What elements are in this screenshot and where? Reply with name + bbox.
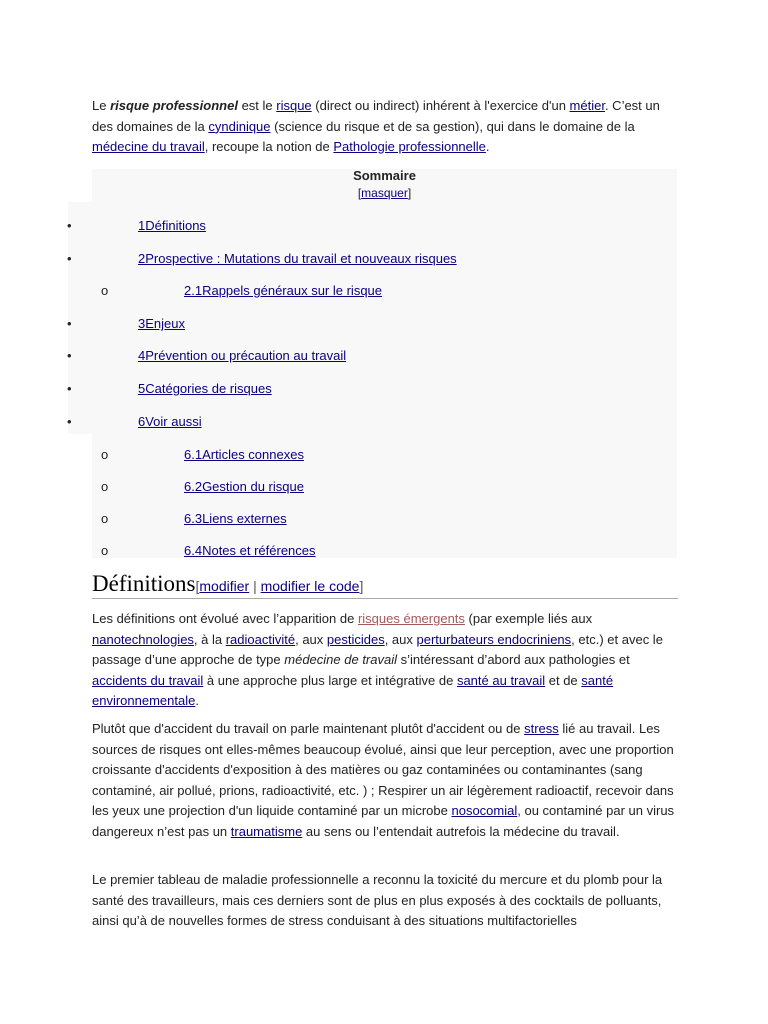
paragraph-text: , aux <box>295 631 327 647</box>
toc-item-prospective[interactable]: 2Prospective : Mutations du travail et nouveaux risques <box>138 251 457 266</box>
link-radioactivite[interactable]: radioactivité <box>225 631 296 647</box>
link-accidents-du-travail[interactable]: accidents du travail <box>92 672 204 688</box>
toc-item-gestion-du-risque[interactable]: 6.2Gestion du risque <box>184 479 304 494</box>
bracket: ] <box>359 578 364 594</box>
link-nosocomial[interactable]: nosocomial <box>451 803 518 818</box>
toc-hide-link[interactable]: masquer <box>361 186 408 200</box>
toc-item-enjeux[interactable]: 3Enjeux <box>138 316 185 331</box>
toc-item-rappels[interactable]: 2.1Rappels généraux sur le risque <box>184 283 383 298</box>
toc-item-prevention[interactable]: 4Prévention ou précaution au travail <box>138 348 347 363</box>
toc-item-voir-aussi[interactable]: 6Voir aussi <box>138 414 202 429</box>
emphasis-text: médecine de travail <box>284 652 397 667</box>
toc-bullet: • <box>67 251 72 266</box>
toc-item-liens-externes[interactable]: 6.3Liens externes <box>184 511 287 526</box>
section-title: Définitions <box>92 571 196 596</box>
toc-item-articles-connexes[interactable]: 6.1Articles connexes <box>184 447 304 462</box>
paragraph-text: au sens ou l’entendait autrefois la médecine du travail. <box>302 823 620 839</box>
toc-item-definitions[interactable]: 1Définitions <box>138 218 206 233</box>
link-nanotechnologies[interactable]: nanotechnologies <box>92 631 194 647</box>
toc-sub-bullet: o <box>101 543 109 558</box>
toc-bullet: • <box>67 218 72 233</box>
link-perturbateurs-endocriniens[interactable]: perturbateurs endocriniens <box>416 631 572 647</box>
link-sante-au-travail[interactable]: santé au travail <box>456 672 546 688</box>
toc-item-notes-et-references[interactable]: 6.4Notes et références <box>184 543 316 558</box>
link-sante-environnementale[interactable]: santé environnementale <box>92 672 614 708</box>
toc-sub-bullet: o <box>101 447 109 462</box>
definitions-paragraph-3 <box>92 870 682 932</box>
toc-bullet: • <box>67 316 72 331</box>
link-metier[interactable]: métier <box>569 98 605 113</box>
paragraph-text: lié au travail. Les sources de risques ont elles-mêmes beaucoup évolué, ainsi que leur perception, avec une proportion croissante d'accidents d'exposition à des matières ou gaz contaminées ou contaminantes (sang contaminé, air pollué, prions, radioactivité, etc. ) ; Respirer un air légèrement radioactif, recevoir dans les yeux une projection d'un liquide contaminé par un microbe <box>92 721 674 818</box>
paragraph-text: s’intéressant d’abord aux pathologies et <box>397 652 630 667</box>
paragraph-text: Plutôt que d'accident du travail on parle maintenant plutôt d'accident ou de <box>92 721 525 736</box>
bracket: [ <box>195 578 200 594</box>
intro-text: . <box>485 139 490 154</box>
paragraph-text: , etc.) et avec le passage d’une approche de type <box>92 631 663 667</box>
intro-text: (direct ou indirect) inhérent à l'exercice d'un <box>311 98 570 113</box>
paragraph-text: , aux <box>384 631 417 647</box>
paragraph-text: Les définitions ont évolué avec l’apparition de <box>92 611 358 626</box>
intro-text: , recoupe la notion de <box>204 139 334 154</box>
toc-item-categories[interactable]: 5Catégories de risques <box>138 381 272 396</box>
paragraph-text: à une approche plus large et intégrative de <box>203 672 457 688</box>
toc-sub-bullet: o <box>101 511 109 526</box>
intro-text: . C’est un des domaines de la <box>92 98 660 134</box>
toc-bullet: • <box>67 381 72 396</box>
toc-sub-bullet: o <box>101 283 109 298</box>
intro-text: Le <box>92 98 111 113</box>
intro-text: est le <box>237 98 277 113</box>
edit-source-link[interactable]: modifier le code <box>260 578 360 594</box>
toc-side-strip <box>68 202 98 434</box>
definitions-paragraph-2 <box>92 719 682 842</box>
link-stress[interactable]: stress <box>524 721 559 736</box>
separator: | <box>249 578 261 594</box>
paragraph-text: . <box>195 693 199 708</box>
paragraph-text: (par exemple liés aux <box>464 611 593 626</box>
bracket: ] <box>407 186 412 200</box>
link-cyndinique[interactable]: cyndinique <box>208 118 271 134</box>
edit-link[interactable]: modifier <box>199 578 250 594</box>
link-traumatisme[interactable]: traumatisme <box>230 823 303 839</box>
toc-bullet: • <box>67 348 72 363</box>
toc-hide-control <box>92 186 677 200</box>
toc-title: Sommaire <box>353 168 416 183</box>
definitions-paragraph-1 <box>92 609 682 712</box>
toc-sub-bullet: o <box>101 479 109 494</box>
edit-section-links <box>196 578 364 594</box>
link-risques-emergents[interactable]: risques émergents <box>357 611 465 626</box>
intro-term: risque professionnel <box>110 98 238 113</box>
link-pesticides[interactable]: pesticides <box>326 631 385 647</box>
link-risque[interactable]: risque <box>276 98 312 113</box>
bracket: [ <box>357 186 362 200</box>
section-heading-definitions <box>92 571 678 599</box>
intro-paragraph <box>92 96 682 158</box>
paragraph-text: , à la <box>193 631 226 647</box>
paragraph-text: , ou contaminé par un virus dangereux n’est pas un <box>92 803 675 839</box>
link-pathologie-professionnelle[interactable]: Pathologie professionnelle <box>333 139 486 154</box>
paragraph-text: Le premier tableau de maladie professionnelle a reconnu la toxicité du mercure et du plomb pour la santé des travailleurs, mais ces derniers sont de plus en plus exposés à des cocktails de polluants, ainsi qu’à de nouvelles formes de stress conduisant à des situations multifactorielles <box>92 872 663 928</box>
toc-bullet: • <box>67 414 72 429</box>
paragraph-text: et de <box>545 672 582 688</box>
link-medecine-du-travail[interactable]: médecine du travail <box>92 139 205 154</box>
intro-text: (science du risque et de sa gestion), qui dans le domaine de la <box>270 118 635 134</box>
